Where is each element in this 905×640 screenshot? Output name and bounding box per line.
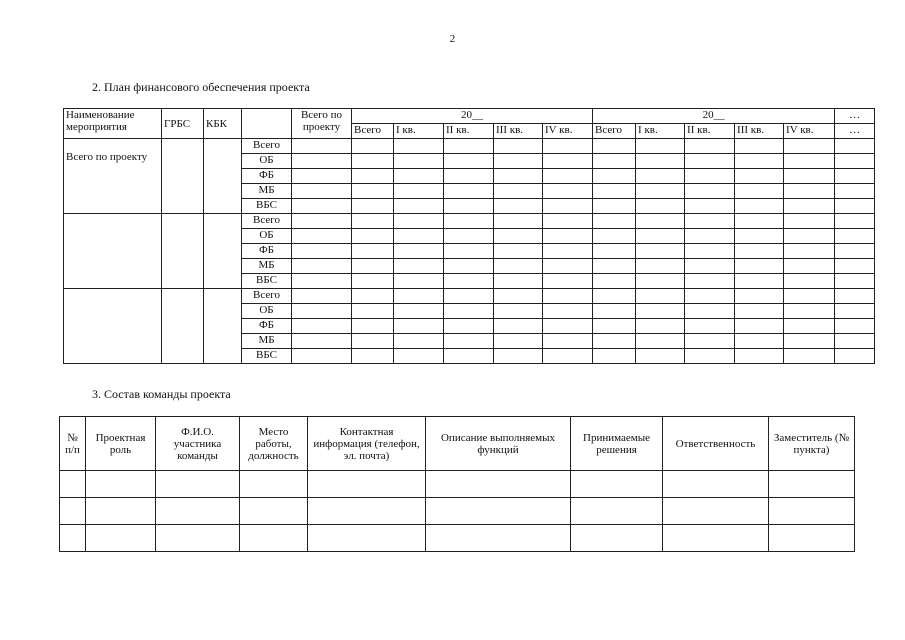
- amount-cell: [494, 229, 543, 244]
- amount-cell: [636, 229, 685, 244]
- team-cell: [571, 471, 663, 498]
- budget-source-label: Всего: [242, 214, 292, 229]
- budget-source-label: МБ: [242, 184, 292, 199]
- amount-cell: [784, 169, 835, 184]
- amount-cell: [685, 139, 735, 154]
- amount-cell: [494, 184, 543, 199]
- amount-cell: [636, 244, 685, 259]
- budget-source-label: ФБ: [242, 169, 292, 184]
- amount-cell: [735, 244, 784, 259]
- year1-col: II кв.: [444, 124, 494, 139]
- amount-cell: [292, 304, 352, 319]
- budget-source-label: ВБС: [242, 199, 292, 214]
- header-year-1: 20__: [352, 109, 593, 124]
- amount-cell: [352, 334, 394, 349]
- header-name: Наименование мероприятия: [64, 109, 162, 139]
- amount-cell: [352, 259, 394, 274]
- group-name: [64, 214, 162, 289]
- amount-cell: [292, 289, 352, 304]
- team-cell: [86, 498, 156, 525]
- amount-cell: [636, 334, 685, 349]
- amount-cell: [593, 289, 636, 304]
- amount-cell: [494, 154, 543, 169]
- amount-cell: [394, 304, 444, 319]
- team-row: [60, 525, 855, 552]
- team-cell: [156, 525, 240, 552]
- amount-cell: [835, 274, 875, 289]
- amount-cell: [352, 274, 394, 289]
- year1-col: Всего: [352, 124, 394, 139]
- amount-cell: [394, 214, 444, 229]
- team-cell: [769, 471, 855, 498]
- amount-cell: [494, 304, 543, 319]
- team-cell: [769, 498, 855, 525]
- more-sub: …: [835, 124, 875, 139]
- header-more: …: [835, 109, 875, 124]
- amount-cell: [685, 184, 735, 199]
- amount-cell: [784, 139, 835, 154]
- header-year-2: 20__: [593, 109, 835, 124]
- amount-cell: [735, 199, 784, 214]
- amount-cell: [593, 214, 636, 229]
- amount-cell: [444, 259, 494, 274]
- amount-cell: [593, 154, 636, 169]
- amount-cell: [494, 289, 543, 304]
- amount-cell: [444, 274, 494, 289]
- amount-cell: [352, 199, 394, 214]
- amount-cell: [685, 334, 735, 349]
- amount-cell: [292, 184, 352, 199]
- amount-cell: [685, 199, 735, 214]
- amount-cell: [494, 214, 543, 229]
- amount-cell: [735, 319, 784, 334]
- team-cell: [426, 471, 571, 498]
- amount-cell: [494, 274, 543, 289]
- team-cell: [769, 525, 855, 552]
- amount-cell: [394, 289, 444, 304]
- amount-cell: [784, 349, 835, 364]
- amount-cell: [735, 229, 784, 244]
- amount-cell: [352, 154, 394, 169]
- amount-cell: [543, 199, 593, 214]
- amount-cell: [292, 139, 352, 154]
- budget-source-label: МБ: [242, 259, 292, 274]
- amount-cell: [835, 289, 875, 304]
- amount-cell: [352, 184, 394, 199]
- header-kbk: КБК: [204, 109, 242, 139]
- amount-cell: [394, 229, 444, 244]
- amount-cell: [593, 229, 636, 244]
- amount-cell: [394, 274, 444, 289]
- amount-cell: [494, 259, 543, 274]
- group-name: Всего по проекту: [64, 139, 162, 214]
- amount-cell: [685, 169, 735, 184]
- amount-cell: [835, 259, 875, 274]
- amount-cell: [543, 349, 593, 364]
- group-grbs-cell: [162, 214, 204, 289]
- amount-cell: [394, 184, 444, 199]
- amount-cell: [494, 319, 543, 334]
- amount-cell: [394, 244, 444, 259]
- amount-cell: [593, 349, 636, 364]
- budget-source-label: ВБС: [242, 274, 292, 289]
- budget-source-label: Всего: [242, 139, 292, 154]
- amount-cell: [593, 199, 636, 214]
- amount-cell: [543, 169, 593, 184]
- team-header-cell: Описание выполняемых функций: [426, 417, 571, 471]
- amount-cell: [835, 319, 875, 334]
- amount-cell: [444, 244, 494, 259]
- header-blank: [242, 109, 292, 139]
- team-cell: [60, 525, 86, 552]
- team-header-cell: Принимаемые решения: [571, 417, 663, 471]
- budget-source-label: ВБС: [242, 349, 292, 364]
- amount-cell: [784, 199, 835, 214]
- amount-cell: [292, 274, 352, 289]
- amount-cell: [685, 244, 735, 259]
- amount-cell: [735, 274, 784, 289]
- team-cell: [156, 471, 240, 498]
- amount-cell: [835, 349, 875, 364]
- budget-source-label: ФБ: [242, 244, 292, 259]
- amount-cell: [444, 319, 494, 334]
- amount-cell: [543, 304, 593, 319]
- budget-source-label: ОБ: [242, 304, 292, 319]
- amount-cell: [494, 244, 543, 259]
- team-row: [60, 498, 855, 525]
- section-3-title: 3. Состав команды проекта: [92, 387, 231, 401]
- team-cell: [86, 471, 156, 498]
- financial-plan-row: [64, 139, 875, 154]
- amount-cell: [394, 169, 444, 184]
- amount-cell: [444, 214, 494, 229]
- amount-cell: [784, 154, 835, 169]
- year2-col: Всего: [593, 124, 636, 139]
- amount-cell: [292, 199, 352, 214]
- group-kbk-cell: [204, 214, 242, 289]
- amount-cell: [835, 334, 875, 349]
- amount-cell: [444, 154, 494, 169]
- amount-cell: [735, 184, 784, 199]
- amount-cell: [352, 139, 394, 154]
- page-number: 2: [449, 33, 456, 45]
- budget-source-label: ФБ: [242, 319, 292, 334]
- team-cell: [240, 498, 308, 525]
- amount-cell: [543, 259, 593, 274]
- amount-cell: [593, 169, 636, 184]
- amount-cell: [593, 274, 636, 289]
- amount-cell: [835, 229, 875, 244]
- amount-cell: [735, 289, 784, 304]
- group-kbk-cell: [204, 139, 242, 214]
- amount-cell: [494, 169, 543, 184]
- team-cell: [308, 525, 426, 552]
- team-header-cell: Заместитель (№ пункта): [769, 417, 855, 471]
- amount-cell: [543, 229, 593, 244]
- year2-col: III кв.: [735, 124, 784, 139]
- amount-cell: [593, 259, 636, 274]
- team-header-cell: № п/п: [60, 417, 86, 471]
- amount-cell: [636, 154, 685, 169]
- amount-cell: [784, 259, 835, 274]
- amount-cell: [352, 349, 394, 364]
- amount-cell: [685, 259, 735, 274]
- amount-cell: [352, 214, 394, 229]
- amount-cell: [394, 259, 444, 274]
- team-cell: [86, 525, 156, 552]
- team-cell: [156, 498, 240, 525]
- amount-cell: [444, 289, 494, 304]
- amount-cell: [352, 169, 394, 184]
- amount-cell: [636, 304, 685, 319]
- amount-cell: [394, 139, 444, 154]
- amount-cell: [352, 319, 394, 334]
- amount-cell: [494, 334, 543, 349]
- year1-col: IV кв.: [543, 124, 593, 139]
- amount-cell: [543, 334, 593, 349]
- amount-cell: [444, 334, 494, 349]
- team-cell: [308, 498, 426, 525]
- team-cell: [571, 525, 663, 552]
- amount-cell: [685, 319, 735, 334]
- amount-cell: [292, 154, 352, 169]
- amount-cell: [835, 154, 875, 169]
- amount-cell: [735, 154, 784, 169]
- amount-cell: [636, 139, 685, 154]
- amount-cell: [685, 304, 735, 319]
- amount-cell: [394, 319, 444, 334]
- budget-source-label: ОБ: [242, 229, 292, 244]
- budget-source-label: Всего: [242, 289, 292, 304]
- financial-plan-header-row-1: [64, 109, 875, 124]
- amount-cell: [784, 229, 835, 244]
- team-cell: [663, 498, 769, 525]
- amount-cell: [784, 274, 835, 289]
- amount-cell: [636, 349, 685, 364]
- section-2-title: 2. План финансового обеспечения проекта: [92, 80, 310, 94]
- amount-cell: [292, 214, 352, 229]
- amount-cell: [543, 139, 593, 154]
- amount-cell: [735, 349, 784, 364]
- amount-cell: [352, 304, 394, 319]
- amount-cell: [835, 169, 875, 184]
- header-grbs: ГРБС: [162, 109, 204, 139]
- amount-cell: [636, 274, 685, 289]
- amount-cell: [444, 169, 494, 184]
- amount-cell: [394, 199, 444, 214]
- amount-cell: [593, 139, 636, 154]
- group-grbs-cell: [162, 289, 204, 364]
- team-cell: [663, 525, 769, 552]
- amount-cell: [292, 169, 352, 184]
- amount-cell: [394, 154, 444, 169]
- group-kbk-cell: [204, 289, 242, 364]
- team-cell: [60, 471, 86, 498]
- team-header-row: [60, 417, 855, 471]
- year2-col: II кв.: [685, 124, 735, 139]
- amount-cell: [352, 229, 394, 244]
- team-cell: [60, 498, 86, 525]
- financial-plan-table: [63, 108, 875, 364]
- amount-cell: [735, 214, 784, 229]
- team-cell: [240, 471, 308, 498]
- amount-cell: [685, 214, 735, 229]
- amount-cell: [784, 184, 835, 199]
- team-cell: [571, 498, 663, 525]
- amount-cell: [784, 304, 835, 319]
- amount-cell: [593, 244, 636, 259]
- amount-cell: [292, 319, 352, 334]
- team-header-cell: Ф.И.О. участника команды: [156, 417, 240, 471]
- team-table: [59, 416, 855, 552]
- amount-cell: [444, 349, 494, 364]
- amount-cell: [835, 244, 875, 259]
- amount-cell: [494, 199, 543, 214]
- amount-cell: [636, 184, 685, 199]
- amount-cell: [636, 214, 685, 229]
- amount-cell: [543, 154, 593, 169]
- amount-cell: [444, 304, 494, 319]
- amount-cell: [292, 229, 352, 244]
- year2-col: IV кв.: [784, 124, 835, 139]
- group-name: [64, 289, 162, 364]
- amount-cell: [394, 349, 444, 364]
- budget-source-label: ОБ: [242, 154, 292, 169]
- amount-cell: [835, 199, 875, 214]
- amount-cell: [835, 139, 875, 154]
- amount-cell: [735, 139, 784, 154]
- team-row: [60, 471, 855, 498]
- amount-cell: [636, 259, 685, 274]
- amount-cell: [593, 334, 636, 349]
- amount-cell: [352, 289, 394, 304]
- team-header-cell: Проектная роль: [86, 417, 156, 471]
- financial-plan-row: [64, 289, 875, 304]
- amount-cell: [292, 244, 352, 259]
- amount-cell: [543, 274, 593, 289]
- amount-cell: [543, 289, 593, 304]
- amount-cell: [685, 154, 735, 169]
- amount-cell: [784, 214, 835, 229]
- financial-plan-row: [64, 214, 875, 229]
- header-total-project: Всего по проекту: [292, 109, 352, 139]
- amount-cell: [685, 229, 735, 244]
- amount-cell: [835, 304, 875, 319]
- amount-cell: [735, 334, 784, 349]
- amount-cell: [685, 289, 735, 304]
- group-grbs-cell: [162, 139, 204, 214]
- amount-cell: [543, 184, 593, 199]
- amount-cell: [636, 319, 685, 334]
- amount-cell: [593, 184, 636, 199]
- amount-cell: [593, 319, 636, 334]
- amount-cell: [292, 334, 352, 349]
- team-header-cell: Место работы, должность: [240, 417, 308, 471]
- team-cell: [308, 471, 426, 498]
- amount-cell: [494, 349, 543, 364]
- amount-cell: [784, 244, 835, 259]
- amount-cell: [735, 169, 784, 184]
- amount-cell: [685, 274, 735, 289]
- amount-cell: [784, 334, 835, 349]
- amount-cell: [543, 214, 593, 229]
- amount-cell: [835, 214, 875, 229]
- year1-col: III кв.: [494, 124, 543, 139]
- amount-cell: [784, 319, 835, 334]
- amount-cell: [292, 349, 352, 364]
- team-cell: [426, 525, 571, 552]
- amount-cell: [543, 319, 593, 334]
- amount-cell: [593, 304, 636, 319]
- team-header-cell: Ответственность: [663, 417, 769, 471]
- amount-cell: [636, 199, 685, 214]
- year2-col: I кв.: [636, 124, 685, 139]
- team-cell: [663, 471, 769, 498]
- amount-cell: [636, 169, 685, 184]
- amount-cell: [735, 304, 784, 319]
- amount-cell: [394, 334, 444, 349]
- amount-cell: [444, 199, 494, 214]
- team-cell: [426, 498, 571, 525]
- amount-cell: [292, 259, 352, 274]
- amount-cell: [543, 244, 593, 259]
- team-cell: [240, 525, 308, 552]
- amount-cell: [784, 289, 835, 304]
- team-header-cell: Контактная информация (телефон, эл. почта): [308, 417, 426, 471]
- amount-cell: [444, 229, 494, 244]
- amount-cell: [494, 139, 543, 154]
- amount-cell: [835, 184, 875, 199]
- amount-cell: [735, 259, 784, 274]
- amount-cell: [444, 139, 494, 154]
- year1-col: I кв.: [394, 124, 444, 139]
- budget-source-label: МБ: [242, 334, 292, 349]
- amount-cell: [444, 184, 494, 199]
- amount-cell: [636, 289, 685, 304]
- amount-cell: [685, 349, 735, 364]
- amount-cell: [352, 244, 394, 259]
